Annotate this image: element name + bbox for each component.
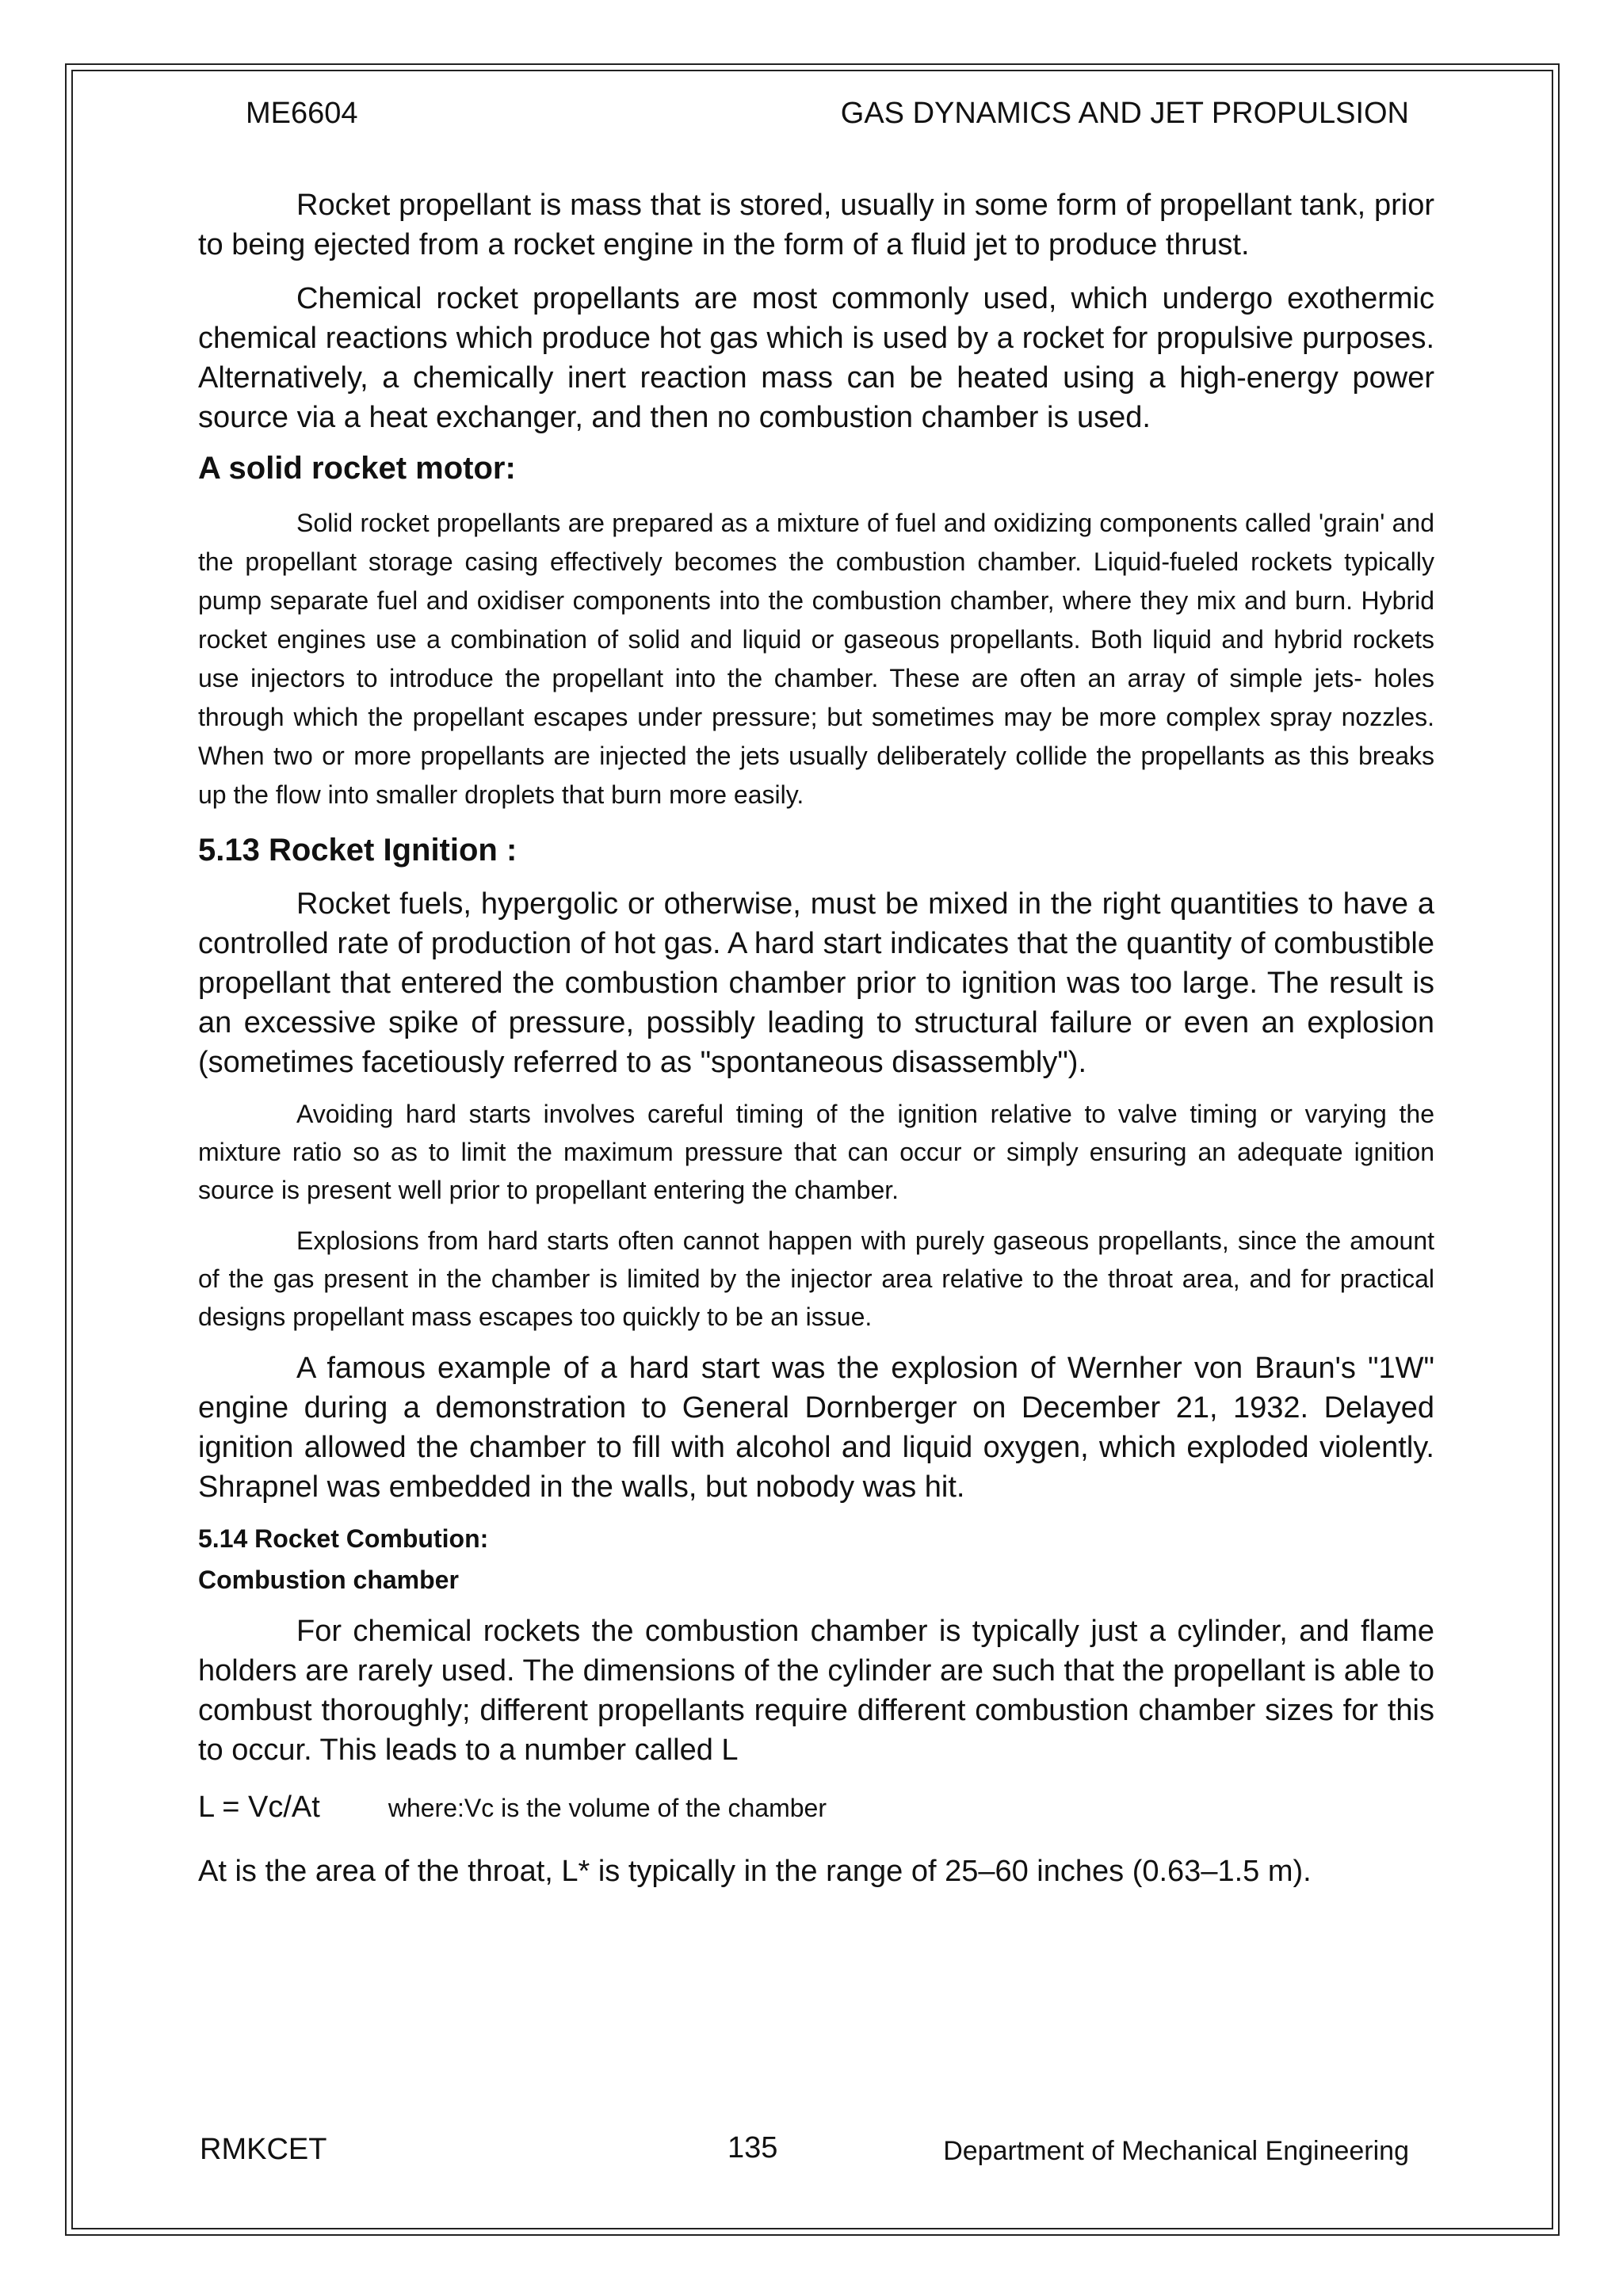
formula-expression: L = Vc/At (198, 1791, 320, 1824)
footer-institution: RMKCET (200, 2133, 327, 2166)
paragraph-von-braun-example: A famous example of a hard start was the explosion of Wernher von Braun's "1W" engine during a demonstration to General Dornberger on December 21, 1932. Delayed ignition allowed the chamber to fill with alcohol and liquid oxygen, which exploded violently. Shrapnel was embedded in the walls, but nobody was hit. (198, 1352, 1434, 1504)
paragraph-chemical-propellants: Chemical rocket propellants are most commonly used, which undergo exothermic chemical reactions which produce hot gas which is used by a rocket for propulsive purposes. Alternatively, a chemically inert reaction mass can be heated using a high-energy power source via a heat exchanger, and then no combustion chamber is used. (198, 282, 1434, 434)
heading-rocket-combustion: 5.14 Rocket Combution: (198, 1524, 489, 1553)
footer-page-number: 135 (727, 2131, 778, 2164)
paragraph-gaseous-explosions: Explosions from hard starts often cannot happen with purely gaseous propellants, since the amount of the gas present in the chamber is limited by the injector area relative to the throat area, and for practical designs propellant mass escapes too quickly to be an issue. (198, 1226, 1434, 1331)
paragraph-hard-start: Rocket fuels, hypergolic or otherwise, must be mixed in the right quantities to have a controlled rate of production of hot gas. A hard start indicates that the quantity of combustible propellant that entered the combustion chamber prior to ignition was too large. The result is an excessive spike of pressure, possibly leading to structural failure or even an explosion (sometimes facetiously referred to as "spontaneous disassembly"). (198, 887, 1434, 1079)
heading-solid-rocket-motor: A solid rocket motor: (198, 451, 516, 486)
paragraph-solid-rocket: Solid rocket propellants are prepared as a mixture of fuel and oxidizing components called 'grain' and the propellant storage casing effectively becomes the combustion chamber. Liquid-fueled rockets typically pump separate fuel and oxidiser components into the combustion chamber, where they mix and burn. Hybrid rocket engines use a combination of solid and liquid or gaseous propellants. Both liquid and hybrid rockets use injectors to introduce the propellant into the chamber. These are often an array of simple jets- holes through which the propellant escapes under pressure; but sometimes may be more complex spray nozzles. When two or more propellants are injected the jets usually deliberately collide the propellants as this breaks up the flow into smaller droplets that burn more easily. (198, 509, 1434, 809)
formula-where-note: where:Vc is the volume of the chamber (388, 1794, 827, 1822)
header-course-code: ME6604 (246, 97, 358, 130)
footer-department: Department of Mechanical Engineering (943, 2136, 1409, 2166)
paragraph-combustion-chamber: For chemical rockets the combustion chamber is typically just a cylinder, and flame holders are rarely used. The dimensions of the cylinder are such that the propellant is able to combust thoroughly; different propellants require different combustion chamber sizes for this to occur. This leads to a number called L (198, 1615, 1434, 1767)
paragraph-throat-area: At is the area of the throat, L* is typically in the range of 25–60 inches (0.63–1.5 m). (198, 1855, 1312, 1888)
formula-characteristic-length (198, 1787, 1434, 1828)
paragraph-avoiding-hard-starts: Avoiding hard starts involves careful timing of the ignition relative to valve timing or varying the mixture ratio so as to limit the maximum pressure that can occur or simply ensuring an adequate ignition source is present well prior to propellant entering the chamber. (198, 1100, 1434, 1204)
header-course-title: GAS DYNAMICS AND JET PROPULSION (840, 97, 1409, 130)
heading-combustion-chamber: Combustion chamber (198, 1566, 459, 1594)
paragraph-propellant-definition: Rocket propellant is mass that is stored, usually in some form of propellant tank, prior to being ejected from a rocket engine in the form of a fluid jet to produce thrust. (198, 189, 1434, 261)
page-content (198, 185, 1434, 1891)
heading-rocket-ignition: 5.13 Rocket Ignition : (198, 833, 517, 868)
